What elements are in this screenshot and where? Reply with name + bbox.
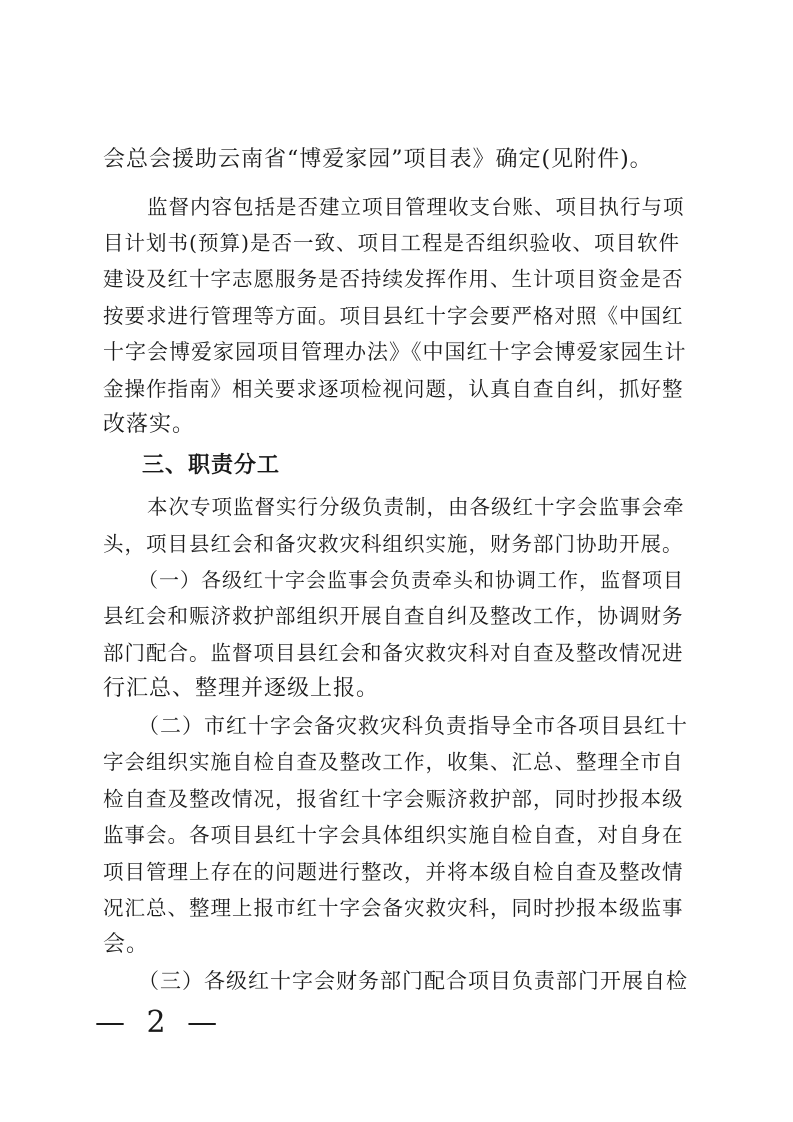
- page-number: — 2 —: [95, 1005, 224, 1040]
- text-line: 项目管理上存在的问题进行整改，并将本级自检自查及整改情: [103, 860, 684, 884]
- text-line: 检自查及整改情况，报省红十字会赈济救护部，同时抄报本级: [103, 787, 684, 811]
- text-line: 改落实。: [103, 412, 196, 437]
- text-line: 本次专项监督实行分级负责制，由各级红十字会监事会牵: [147, 495, 685, 519]
- text-line: 字会组织实施自检自查及整改工作，收集、汇总、整理全市自: [103, 750, 684, 774]
- text-line: 目计划书(预算)是否一致、项目工程是否组织验收、项目软件: [103, 231, 680, 255]
- text-line: （一）各级红十字会监事会负责牵头和协调工作，监督项目: [138, 568, 684, 592]
- text-line: （二）市红十字会备灾救灾科负责指导全市各项目县红十: [138, 714, 688, 738]
- text-line: 按要求进行管理等方面。项目县红十字会要严格对照《中国红: [103, 304, 684, 328]
- text-line: 行汇总、整理并逐级上报。: [103, 676, 380, 701]
- section-heading: 三、职责分工: [142, 453, 281, 478]
- text-line: （三）各级红十字会财务部门配合项目负责部门开展自检: [138, 969, 688, 993]
- text-line: 会。: [103, 932, 150, 957]
- text-line: 部门配合。监督项目县红会和备灾救灾科对自查及整改情况进: [103, 641, 684, 665]
- text-line: 县红会和赈济救护部组织开展自查自纠及整改工作，协调财务: [103, 604, 684, 628]
- text-line: 十字会博爱家园项目管理办法》《中国红十字会博爱家园生计: [103, 340, 687, 364]
- text-line: 况汇总、整理上报市红十字会备灾救灾科，同时抄报本级监事: [103, 896, 684, 920]
- text-line: 金操作指南》相关要求逐项检视问题，认真自查自纠，抓好整: [103, 377, 684, 401]
- text-line: 会总会援助云南省“博爱家园”项目表》确定(见附件)。: [103, 147, 653, 172]
- text-line: 监督内容包括是否建立项目管理收支台账、项目执行与项: [147, 195, 685, 219]
- text-line: 监事会。各项目县红十字会具体组织实施自检自查，对自身在: [103, 823, 684, 847]
- text-line: 头，项目县红会和备灾救灾科组织实施，财务部门协助开展。: [103, 532, 684, 556]
- text-line: 建设及红十字志愿服务是否持续发挥作用、生计项目资金是否: [103, 267, 684, 291]
